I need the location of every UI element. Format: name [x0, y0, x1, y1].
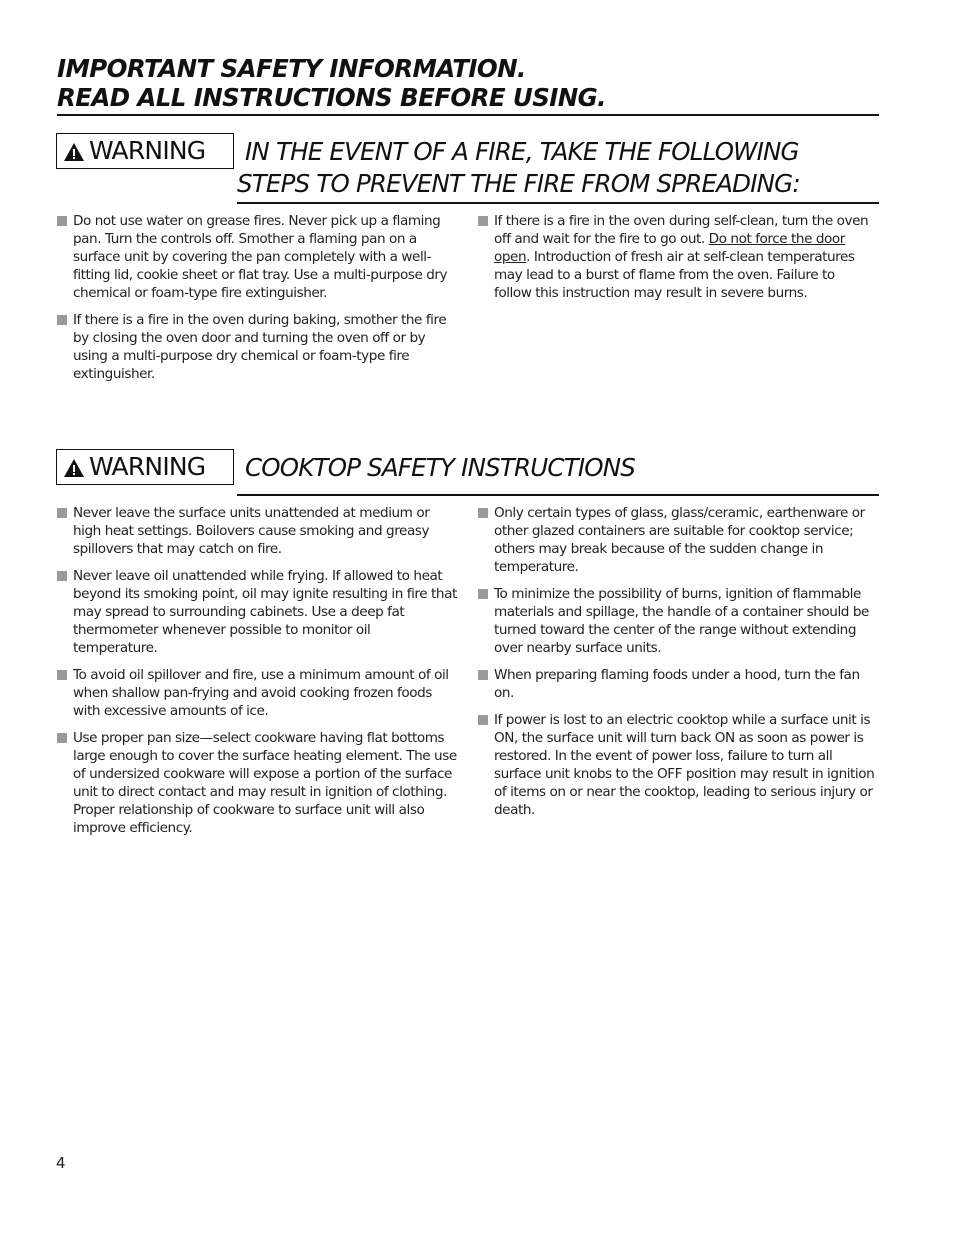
list-item: To avoid oil spillover and fire, use a minimum amount of oil when shallow pan-frying and avoid cooking frozen foods with excessive amounts of ice.: [57, 666, 457, 720]
list-item: Use proper pan size—select cookware having flat bottoms large enough to cover the surface heating element. The use of undersized cookware will expose a portion of the surface unit to direct contact and may result in ignition of clothing. Proper relationship of cookware to surface unit will also improve efficiency.: [57, 729, 457, 837]
fire-heading-line-2: STEPS TO PREVENT THE FIRE FROM SPREADING:: [237, 169, 800, 198]
list-item: Do not use water on grease fires. Never pick up a flaming pan. Turn the controls off. Smother a flaming pan on a surface unit by covering the pan completely with a well-fitting lid, cookie sheet or flat tray. Use a multi-purpose dry chemical or foam-type fire extinguisher.: [57, 212, 457, 302]
square-bullet-icon: [478, 715, 488, 725]
warning-triangle-icon: [63, 458, 85, 478]
list-item: When preparing flaming foods under a hood, turn the fan on.: [478, 666, 879, 702]
warning-triangle-icon: [63, 142, 85, 162]
list-item: If there is a fire in the oven during baking, smother the fire by closing the oven door and turning the oven off or by using a multi-purpose dry chemical or foam-type fire extinguisher.: [57, 311, 457, 383]
cooktop-section-heading: COOKTOP SAFETY INSTRUCTIONS: [245, 453, 636, 482]
square-bullet-icon: [478, 216, 488, 226]
square-bullet-icon: [57, 733, 67, 743]
square-bullet-icon: [478, 508, 488, 518]
fire-right-column: [478, 212, 874, 311]
page-number: 4: [56, 1154, 66, 1172]
square-bullet-icon: [57, 571, 67, 581]
page-title: [57, 54, 879, 112]
square-bullet-icon: [57, 315, 67, 325]
list-item: To minimize the possibility of burns, ignition of flammable materials and spillage, the handle of a container should be turned toward the center of the range without extending over nearby surface units.: [478, 585, 879, 657]
warning-badge-fire: [56, 133, 234, 169]
warning-label: WARNING: [89, 136, 206, 165]
list-item: Only certain types of glass, glass/ceramic, earthenware or other glazed containers are suitable for cooktop service; others may break because of the sudden change in temperature.: [478, 504, 879, 576]
title-divider: [57, 114, 879, 116]
fire-section-heading: [237, 136, 800, 200]
square-bullet-icon: [57, 216, 67, 226]
warning-badge-cooktop: [56, 449, 234, 485]
list-item: Never leave oil unattended while frying. If allowed to heat beyond its smoking point, oil may ignite resulting in fire that may spread to surrounding cabinets. Use a deep fat thermometer whenever possible to monitor oil temperature.: [57, 567, 457, 657]
fire-left-column: [57, 212, 457, 392]
list-item: If there is a fire in the oven during self-clean, turn the oven off and wait for the fire to go out. Do not force the door open. Introduction of fresh air at self-clean temperatures may lead to a burst of flame from the oven. Failure to follow this instruction may result in severe burns.: [478, 212, 874, 302]
page-title-line-2: READ ALL INSTRUCTIONS BEFORE USING.: [57, 83, 606, 112]
fire-heading-line-1: IN THE EVENT OF A FIRE, TAKE THE FOLLOWING: [245, 137, 799, 166]
square-bullet-icon: [57, 508, 67, 518]
do-not-force-door-emphasis: Do not force the door open: [494, 231, 845, 265]
square-bullet-icon: [478, 589, 488, 599]
fire-section-divider: [237, 202, 879, 204]
warning-label: WARNING: [89, 452, 206, 481]
page-title-line-1: IMPORTANT SAFETY INFORMATION.: [57, 54, 526, 83]
cooktop-section-divider: [237, 494, 879, 496]
cooktop-left-column: [57, 504, 457, 846]
square-bullet-icon: [478, 670, 488, 680]
square-bullet-icon: [57, 670, 67, 680]
list-item: Never leave the surface units unattended at medium or high heat settings. Boilovers cause smoking and greasy spillovers that may catch on fire.: [57, 504, 457, 558]
cooktop-right-column: [478, 504, 879, 828]
list-item: If power is lost to an electric cooktop while a surface unit is ON, the surface unit will turn back ON as soon as power is restored. In the event of power loss, failure to turn all surface unit knobs to the OFF position may result in ignition of items on or near the cooktop, leading to serious injury or death.: [478, 711, 879, 819]
